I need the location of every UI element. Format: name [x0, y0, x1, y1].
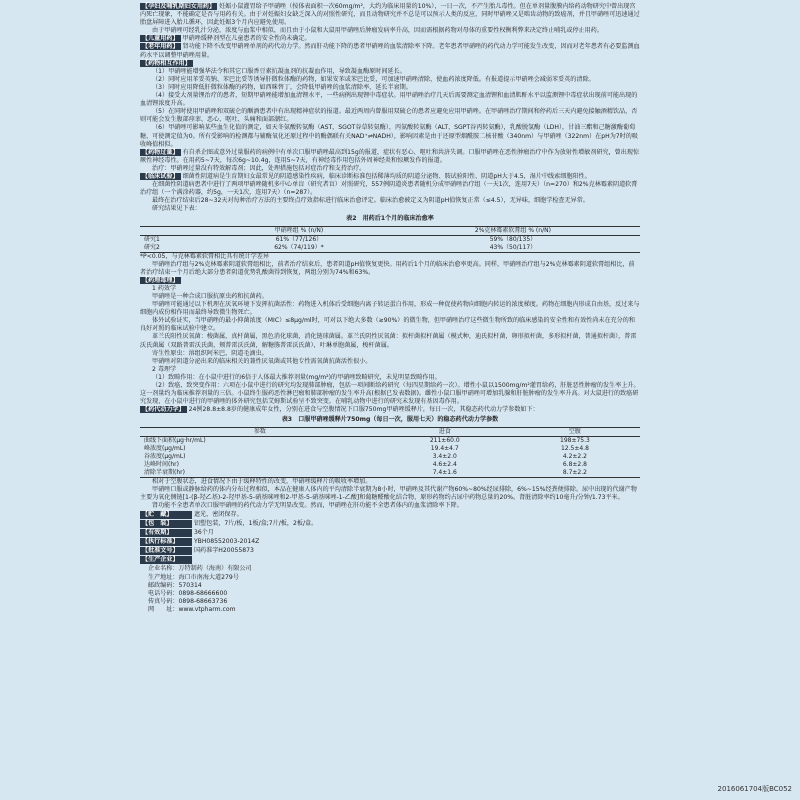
manufacturer-line: 网 址：www.vtpharm.com: [148, 605, 236, 613]
validity-section: [140, 529, 640, 537]
table-cell: 研究1: [144, 235, 160, 243]
table-header-row: [140, 427, 640, 436]
pharm-p4: 体外试验证实，当甲硝唑的最小抑菌浓度（MIC）≤8μg/ml时，可对以下绝大多数（≥90%）的微生物，但甲硝唑治疗这些微生物所致的临床感染的安全性和有效性尚未在充分的和良好对照的临床试验中建立。: [140, 317, 635, 333]
overdose-text: 有自杀企图或意外过量服药的病例中有单次口服甲硝唑最高到15g的报道，症状有恶心、呕吐和共济失调。口服甲硝唑在恶性肿瘤治疗中作为放射性增敏剂研究，曾出现惊厥性神经毒性。在用药5~7天，每次6g~10.4g，连用5~7天，有神经毒作用包括外周神经炎和惊厥发作的报道。: [140, 148, 640, 164]
approval-text: 国药准字H20055873: [193, 547, 254, 555]
package-text: 铝塑包装，7片/板，1板/盒;7片/板，2板/盒。: [193, 519, 318, 527]
table2-caption: 表2 用药后1个月的临床治愈率: [346, 215, 434, 223]
table-row: [140, 436, 640, 445]
table-cell: 43%（50/117）: [386, 244, 640, 253]
elderly-section: [140, 43, 640, 59]
pharm-section: [140, 277, 640, 285]
pregnancy-text-2: 由于甲硝唑可经乳汁分泌，浓度与血浆中相似，而且由于小鼠和大鼠用甲硝唑后肿瘤发病率升高，因而需根据药物对母体的重要性权衡利弊来决定终止哺乳或停止用药。: [152, 27, 603, 35]
standard-label: 【执行标准】: [140, 538, 192, 546]
manufacturer-line: 生产地址：海口市南海大道279号: [148, 573, 239, 581]
overdose-label: 【药物过量】: [142, 148, 179, 156]
pk-text: 24例28.8±8.8岁的健康成年女性，分别在进食与空腹情况下口服750mg甲硝唑缓释片，每日一次，其稳态药代动力学参数如下：: [188, 406, 539, 414]
table-header-cell: 参数: [140, 427, 380, 436]
cure-rate-table: [140, 226, 640, 253]
pk-table: [140, 427, 640, 478]
table-row: [140, 235, 640, 244]
document-code: 2016061704版BC052: [717, 785, 792, 793]
table-cell: 研究2: [140, 244, 212, 253]
interaction-item: （6）甲硝唑可影响某些血生化值的测定，如天冬氨酸转氨酶（AST，SGOT谷草转氨酶），丙氨酸转氨酶（ALT，SGPT谷丙转氨酶），乳酸脱氢酶（LDH），甘油三酯和己糖激酶葡萄糖，可使测定值为0。所有受影响的检测都与辅酶氧化还原过程中的酶偶联有关NAD⁺⇌NADH），影响因素是由于还原型烟酰胺二核苷酸（340nm）与甲硝唑（322nm）在pH为7时的吸收峰值相似。: [140, 124, 638, 148]
pk-label: 【药代动力学】: [142, 406, 185, 414]
interaction-item: （2）同时应用苯妥英钠、苯巴比妥等诱导肝微粒体酶的药物，如果安苯或苯巴比妥，可加速甲硝唑清除，使血药浓度降低。有报道提示甲硝唑会减弱苯妥英的清除。: [152, 75, 595, 83]
table-cell: 7.4±1.6: [380, 469, 510, 478]
validity-label: 【有效期】: [140, 529, 192, 537]
elderly-text: 肾功能下降不改变甲硝唑单剂的药代动力学。然而肝功能下降的患者甲硝唑的血浆清除率下降。老年患者甲硝唑的药代动力学可能发生改变，因而对老年患者有必要监测血药水平以调整甲硝唑用量。: [140, 43, 640, 59]
table2-note: *P<0.05，与克林霉素软膏相比具有统计学差异: [140, 252, 269, 260]
manufacturer-line: 邮政编码：570314: [148, 581, 202, 589]
table-cell: 59%（80/135）: [489, 235, 537, 243]
table-row: [140, 469, 640, 478]
interaction-item: （4）接受大剂量锂治疗的患者，短期甲硝唑能增加血清锂水平，一些病例出现锂中毒症状。用甲硝唑治疗几天后需要测定血清锂和血清肌酐水平以监测锂中毒症状出现前可能出现的血清锂浓度升高。: [140, 92, 638, 108]
table3-after-2: 甲硝唑口服或静脉给药的体内分布过程相似，本品在健康人体内的平均清除半衰期为8小时，甲硝唑及其代谢产物60%~80%经尿排除，6%~15%经粪便排除。尿中出现的代谢产物主要为氧化侧链[1-(β-羟乙基)-2-羟甲基-5-硝基咪唑和2-甲基-5-硝基咪唑-1-乙酸]和葡糖醛酸化结合物，原形药物约占尿中药物总量的20%。肾脏清除率约10毫升/分钟/1.73平米。: [140, 485, 637, 501]
table-cell: 达峰时间(hr): [144, 460, 179, 468]
interaction-section: [140, 60, 640, 68]
table-cell: 3.4±2.0: [432, 452, 457, 460]
table-cell: 8.7±2.2: [510, 469, 640, 478]
table-row: [140, 445, 640, 453]
insert-content: [140, 3, 640, 614]
table-cell: 6.8±2.8: [562, 460, 587, 468]
table-cell: 曲线下面积(μg·hr/mL): [144, 436, 206, 444]
clinical-text-3: 最终在治疗结束后28~32天对每种治疗方法的主要终点疗效指标进行临床治愈评定。临床治愈被定义为阴道pH值恢复正常（≤4.5），无异味，细胞学检查无异常。: [152, 197, 589, 205]
pregnancy-text: 妊娠小鼠灌胃给予甲硝唑（按体表面积一次60mg/m²，大约为临床用量的10%），一日一次，不产生胎儿毒性。但在单剂量腹膜内给药动物研究中曾出现宫内死亡现象，不能确定是否与用药有关。由于对妊娠妇女缺乏深入的对照性研究，而且动物研究并不总是可以预示人类的反应，同时甲硝唑又是啮齿动物的致癌剂，并且甲硝唑可迅速通过胎盘屏障进入胎儿循环，因此妊娠3个月内应避免使用。: [140, 3, 640, 27]
clinical-text: 细菌性阴道病是生育期妇女最常见的阴道感染性疾病，临床诊断标准包括稀薄均质的阴道分泌物、胺试验阳性、阴道pH大于4.5，湿片中线索细胞阳性。: [182, 172, 591, 180]
manufacturer-info: [140, 565, 640, 614]
storage-text: 遮光，密闭保存。: [193, 510, 243, 518]
pharm-p2: 甲硝唑是一种合成口服抗原虫药和抗菌药。: [152, 293, 268, 300]
table3-caption: 表3 口服甲硝唑缓释片750mg（每日一次，服用七天）的稳态药代动力学参数: [281, 416, 499, 424]
table-cell: 峰浓度(μg/mL): [144, 444, 186, 452]
table-cell: 12.5±4.8: [560, 444, 589, 452]
interaction-item: （3）同时应用降低肝微粒体酶的药物，如西咪替丁，会降低甲硝唑的血浆清除率，延长半衰期。: [152, 83, 412, 91]
pharm-p7: 甲硝唑对阴道分泌出来的临床相关的兼性厌氧菌或其他专性需氧菌抗菌活性很小。: [152, 357, 372, 365]
table-cell: 4.6±2.4: [432, 460, 457, 468]
validity-text: 36个月: [193, 529, 214, 537]
table-cell: 清除半衰期(hr): [140, 469, 380, 478]
table-cell: 198±75.3: [560, 436, 590, 444]
manufacturer-line: 电话号码：0898-68666600: [148, 589, 228, 597]
table-header-cell: 空腹: [510, 427, 640, 436]
manufacturer-section: [140, 556, 640, 564]
package-section: [140, 520, 640, 528]
manufacturer-label: 【生产企业】: [140, 556, 192, 564]
table-header-row: [140, 226, 640, 235]
storage-section: [140, 511, 640, 519]
table3-after-1: 相对于空腹状态，进食情况下由于缓释特性的改变，甲硝唑缓释片的吸收率增加。: [152, 477, 372, 485]
manufacturer-line: 传真号码：0898-68663736: [148, 597, 228, 605]
pharm-p9: （1）致畸作用：在小鼠中进行的6倍于人体最大推荐剂量(mg/m²)的甲硝唑致畸研究，未见明显致畸作用。: [152, 373, 441, 381]
interaction-label: 【药物相互作用】: [142, 59, 191, 67]
table-cell: 211±60.0: [429, 436, 460, 444]
interaction-item: （5）在同时使用甲硝唑和双硫仑的酗酒患者中有出现精神症状的报道。最近两周内曾服用双硫仑的患者应避免应用甲硝唑。在甲硝唑治疗期间和停药后三天内避免接触酒精饮品，否则可能会发生腹部痉挛、恶心、呕吐、头痛和面部潮红。: [140, 108, 638, 124]
table-cell: 19.4±4.7: [430, 444, 459, 452]
table-cell: 谷浓度(μg/mL): [144, 452, 186, 460]
manufacturer-line: 企业名称：万特制药（海南）有限公司: [148, 565, 252, 573]
table-row: [140, 244, 640, 253]
pharm-p3: 甲硝唑可能通过以下机理在厌氧环境下发挥抗菌活性：药物进入机体后受细胞内离子转运蛋白作用，形成一种促使药物向细胞内转运的浓度梯度。药物在细胞内形成自由基，反过来与细胞内成份相作用而最终导致微生物死亡。: [140, 301, 640, 317]
pharm-p1: 1 药效学: [152, 284, 177, 292]
table-header-cell: 2%克林霉素软膏组 % (n/N): [386, 226, 640, 235]
elderly-label: 【老年用药】: [142, 43, 179, 51]
table2-after: 甲硝唑治疗组与2%克林霉素阴道软膏组相比，前者治疗结束后，患者阴道pH值恢复更快。用药后1个月的临床治愈率更高。同样，甲硝唑治疗组与2%克林霉素阴道软膏组相比，前者治疗结束一个月后绝大部分患者阴道优势乳酸菌得到恢复，两组分别为74%和63%。: [140, 260, 635, 276]
package-label: 【包 装】: [140, 520, 192, 528]
pregnancy-section: [140, 3, 640, 27]
standard-text: YBH08552003-2014Z: [193, 538, 260, 546]
table-header-cell: 进食: [380, 427, 510, 436]
clinical-label: 【临床试验】: [142, 172, 179, 180]
storage-label: 【贮 藏】: [140, 511, 192, 519]
pregnancy-label: 【孕妇及哺乳期妇女用药】: [142, 3, 216, 10]
children-text: 甲硝唑缓释剂型在儿童患者的安全性尚未确定。: [182, 35, 311, 43]
table-cell: 61%（77/126）: [275, 235, 323, 243]
table-header-cell: 甲硝唑组 % (n/N): [212, 226, 386, 235]
table-header-cell: [140, 226, 212, 235]
pharm-p6: 寄生性原虫：溶组织阿米巴，阴道毛滴虫。: [152, 349, 268, 357]
pharm-p10: （2）致癌、致突变作用：六项在小鼠中进行的研究均发现肺部肿瘤，包括一项间断给药研究（每四星期给药一次）。增性小鼠以1500mg/m²灌胃给药，肝脏恶性肿瘤的发生率上升。这一剂量约为临床推荐剂量的三倍。小鼠终生服药恶性淋巴瘤和肺部肿瘤的发生率升高(根据已发表数据)。雌性小鼠口服甲硝唑可增加乳腺和肝脏肿瘤的发生率升高。对大鼠进行的致癌研究发现，在小鼠中进行的甲硝唑的体外研究包括艾姆斯试验呈不致突变。在哺乳动物中进行的研究未发现有基因毒作用。: [140, 382, 640, 406]
clinical-section: [140, 173, 640, 181]
interaction-item: （1）甲硝唑能增强华法令和其它口服香豆素抗凝血剂的抗凝血作用，导致凝血酶原时间延长。: [152, 67, 406, 75]
table-row: [140, 461, 640, 469]
approval-section: [140, 547, 640, 555]
children-label: 【儿童用药】: [142, 35, 179, 43]
pharm-p5: 革兰氏阳性厌氧菌：梭菌属，真杆菌属，黑色消化球菌，消化链球菌属。革兰氏阴性厌氧菌：拟杆菌拟杆菌属（模式种，迪氏拟杆菌，卵形拟杆菌，多形拟杆菌，普通拟杆菌），普雷沃氏菌属（双路普雷沃氏菌，颊普雷沃氏菌，解糖胨普雷沃氏菌），叶琳单胞菌属，梭杆菌属。: [140, 333, 637, 349]
standard-section: [140, 538, 640, 546]
pharm-label: 【药理毒理】: [142, 276, 179, 284]
pharm-p8: 2 毒理学: [152, 365, 177, 373]
table3-after-3: 肾功能不全患者单次口服甲硝唑的药代动力学无明显改变。然而，甲硝唑在肝功能不全患者体内的血浆清除率下降。: [152, 501, 463, 509]
clinical-text-4: 研究结果见下表：: [152, 205, 201, 213]
overdose-section: [140, 149, 640, 165]
table-cell: 62%（74/119）*: [212, 244, 386, 253]
pk-section: [140, 406, 640, 414]
clinical-text-2: 在细菌性阴道病患者中进行了两项甲硝唑随机多中心单盲（研究者盲）对照研究，557例阴道炎患者随机分成甲硝唑治疗组（一天1次，连用7天）（n=270）和2%克林霉素阴道软膏治疗组（一个满涂药器，约5g，一天1次，连用7天）（n=287）。: [140, 181, 638, 197]
approval-label: 【批准文号】: [140, 547, 192, 555]
table-cell: 4.2±2.2: [562, 452, 587, 460]
table-row: [140, 453, 640, 461]
overdose-text-2: 治疗：甲硝唑过量没有特效解毒剂；因此，处理措施包括对症治疗和支持治疗。: [152, 164, 366, 172]
